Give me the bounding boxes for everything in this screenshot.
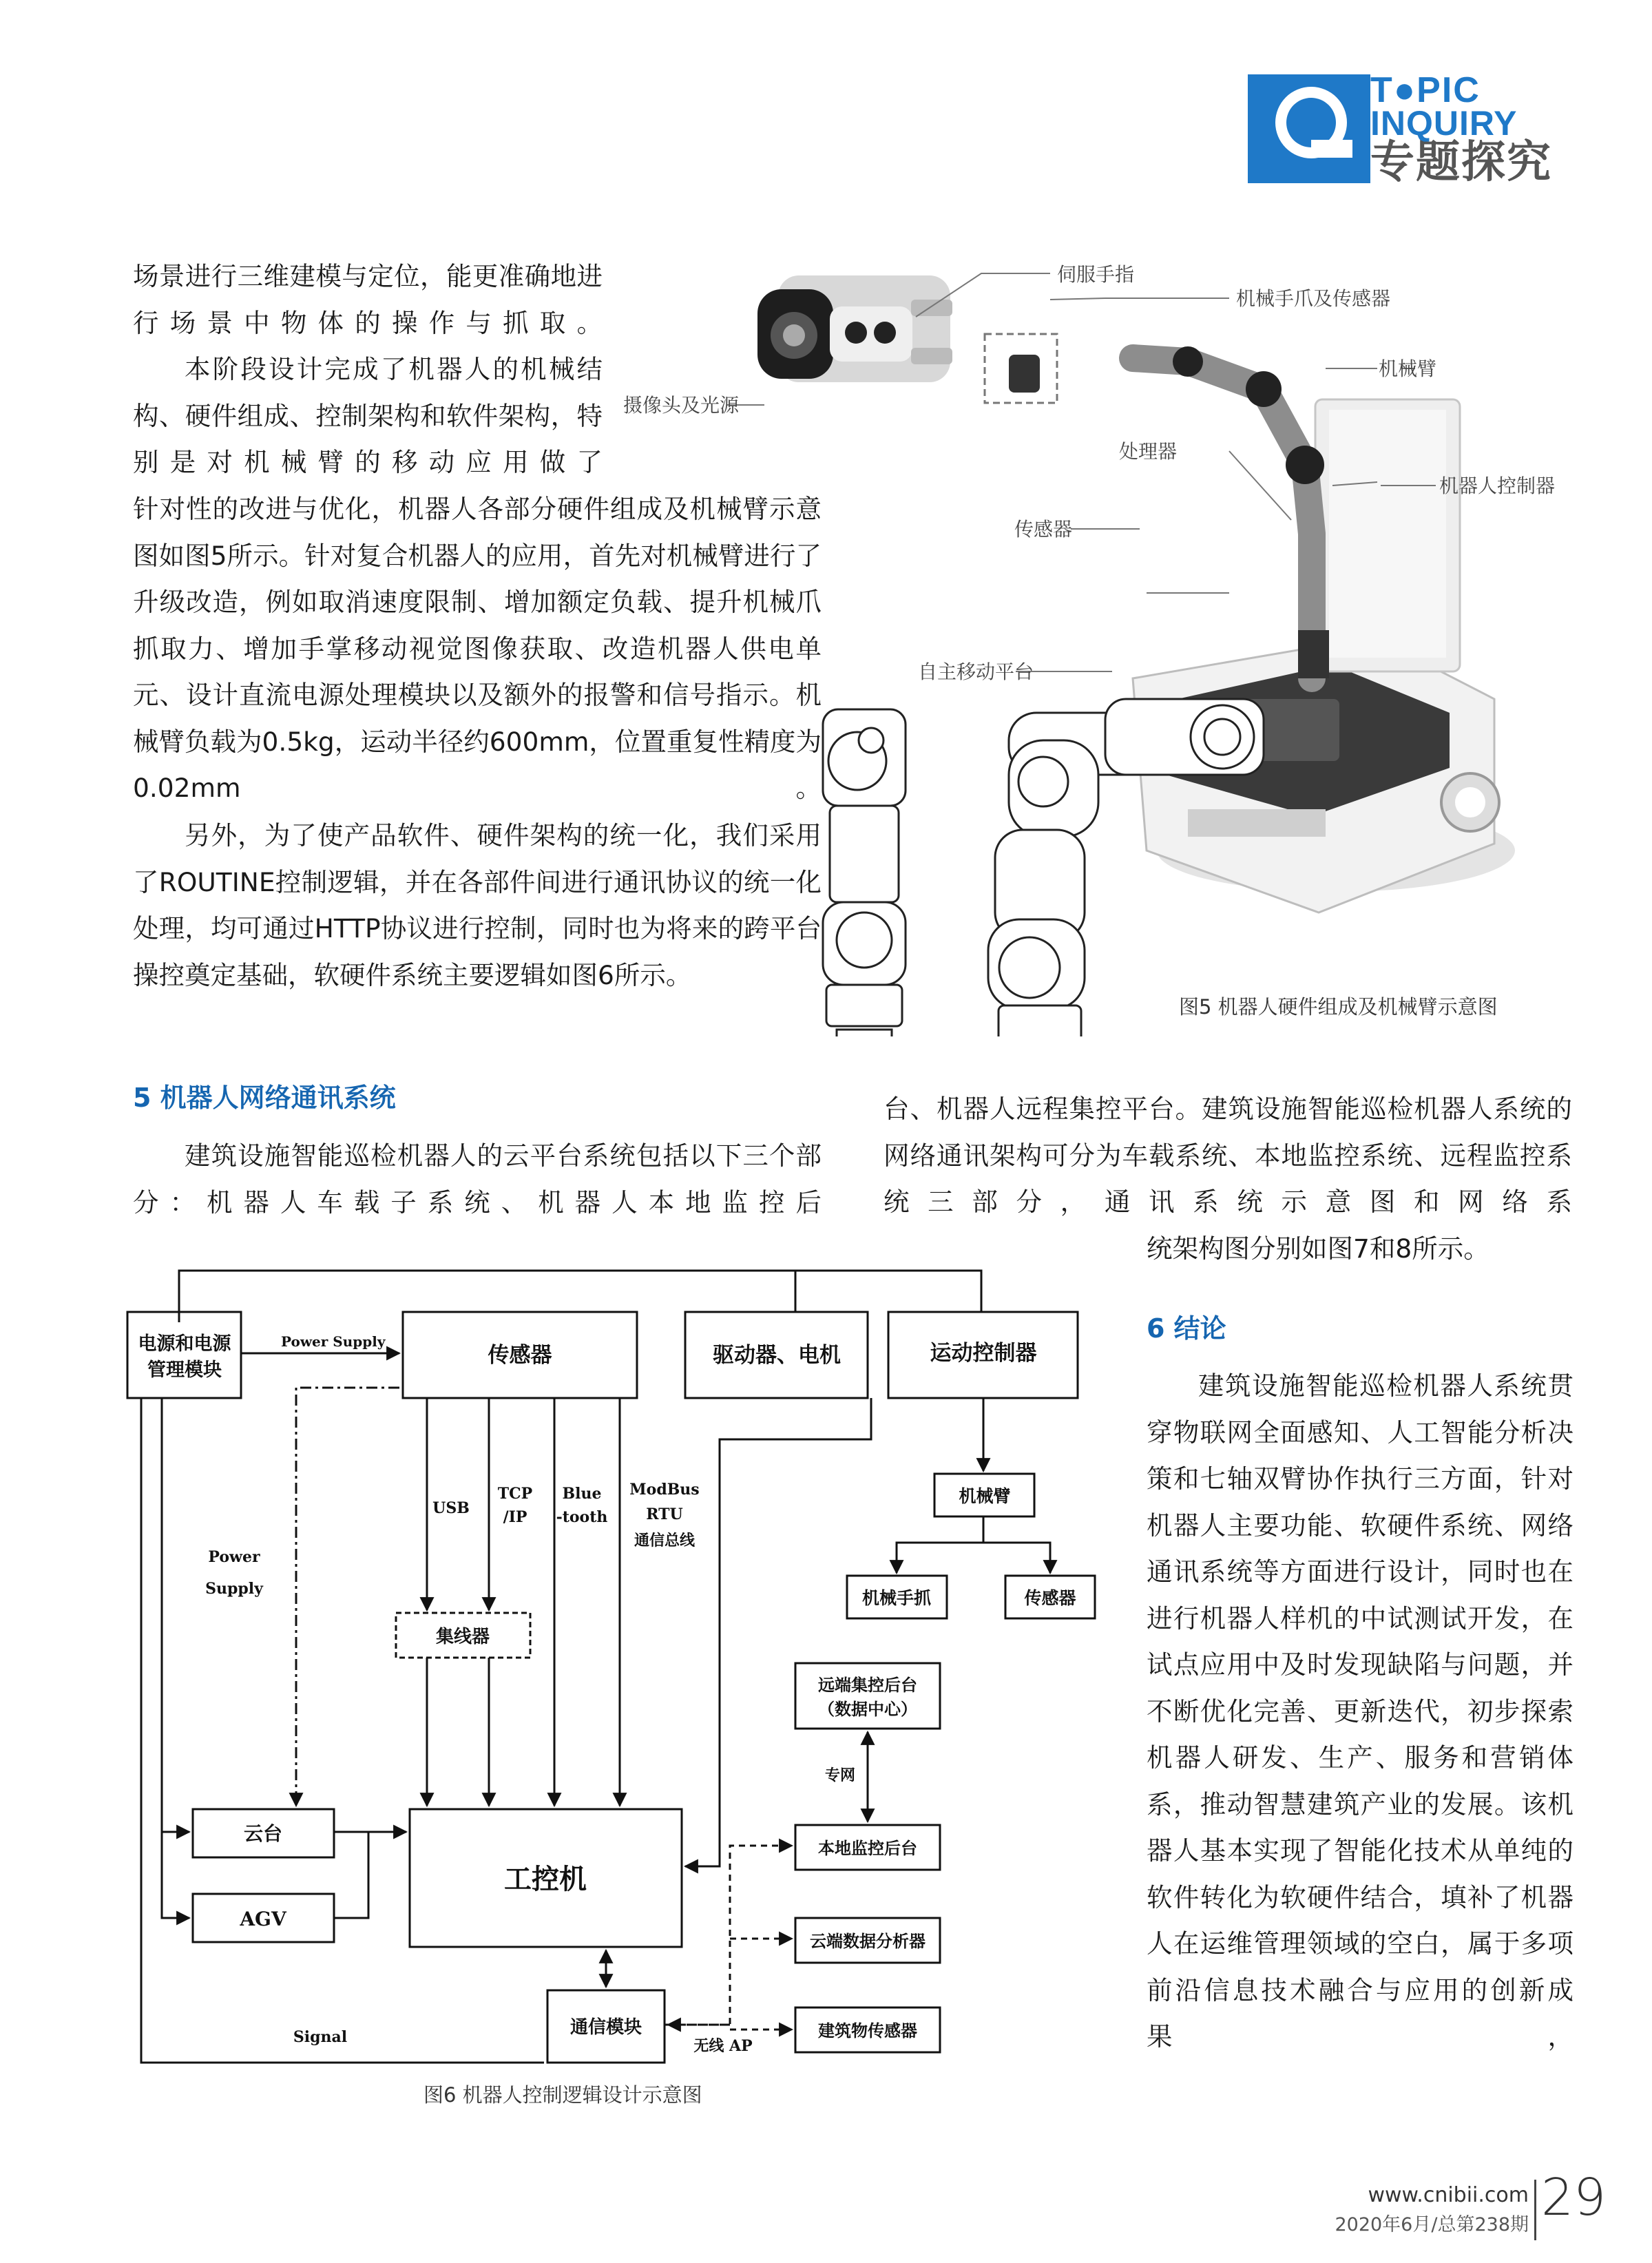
logo-inquiry-text: INQUIRY (1370, 104, 1518, 143)
edge-label-modbus1: ModBus (629, 1481, 700, 1499)
footer-issue: 2020年6月/总第238期 (1335, 2214, 1529, 2235)
node-sensor: 传感器 (488, 1343, 552, 1368)
node-hub: 集线器 (435, 1627, 490, 1647)
logo-topic-text: T●PIC (1370, 70, 1481, 110)
node-arm: 机械臂 (959, 1486, 1011, 1506)
paragraph-cloud-platform: 建筑设施智能巡检机器人的云平台系统包括以下三个部分：机器人车载子系统、机器人本地监控后 (133, 1140, 822, 1218)
edge-label-power-line1: Power (208, 1548, 260, 1566)
label-processor: 处理器 (1119, 440, 1178, 463)
figure-5-caption: 图5 机器人硬件组成及机械臂示意图 (1179, 995, 1498, 1019)
paragraph-network-architecture-end: 统架构图分别如图7和8所示。 (1147, 1233, 1489, 1264)
node-agv: AGV (240, 1908, 286, 1930)
node-local-monitor: 本地监控后台 (818, 1838, 917, 1858)
label-arm: 机械臂 (1379, 357, 1437, 380)
label-gripper-sensor: 机械手爪及传感器 (1236, 287, 1391, 310)
footer-separator (1534, 2180, 1536, 2240)
paragraph-arm-upgrade: 针对性的改进与优化，机器人各部分硬件组成及机械臂示意图如图5所示。针对复合机器人的应用，首先对机械臂进行了升级改造，例如取消速度限制、增加额定负载、提升机械爪抓取力、增加手掌移动视觉图像获取、改造机器人供电单元、设计直流电源处理模块以及额外的报警和信号指示。机械臂负载为0.5kg，运动半径约600mm，位置重复性精度为0.02mm。 (133, 494, 822, 803)
figure-5-robot-hardware (623, 258, 1556, 1036)
label-sensor: 传感器 (1014, 518, 1073, 541)
node-comm-module: 通信模块 (569, 2017, 642, 2038)
paragraph-conclusion: 建筑设施智能巡检机器人系统贯穿物联网全面感知、人工智能分析决策和七轴双臂协作执行三方面，针对机器人主要功能、软硬件系统、网络通讯系统等方面进行设计，同时也在进行机器人样机的中试测试开发，在试点应用中及时发现缺陷与问题，并不断优化完善、更新迭代，初步探索机器人研发、生产、服务和营销体系，推动智慧建筑产业的发展。该机器人基本实现了智能化技术从单纯的软件转化为软硬件结合，填补了机器人在运维管理领域的空白，属于多项前沿信息技术融合与应用的创新成果， (1147, 1370, 1573, 2052)
edge-label-tcp2: /IP (503, 1508, 527, 1526)
arm-drawing-straight (823, 709, 906, 1036)
box-power-module (127, 1312, 241, 1398)
paragraph-design-intro: 本阶段设计完成了机器人的机械结构、硬件组成、控制架构和软件架构，特别是对机械臂的移动应用做了 (133, 354, 603, 477)
label-servo-finger: 伺服手指 (1057, 263, 1135, 286)
edge-label-modbus2: RTU (646, 1505, 683, 1523)
robot-arm-image (1133, 358, 1312, 678)
edge-label-bt2: -tooth (556, 1508, 608, 1526)
page-number: 29 (1541, 2168, 1607, 2227)
paragraph-network-architecture: 台、机器人远程集控平台。建筑设施智能巡检机器人系统的网络通讯架构可分为车载系统、本地监控系统、远程监控系统三部分，通讯系统示意图和网络系 (883, 1094, 1572, 1217)
edge-label-private-net: 专网 (824, 1766, 856, 1784)
label-controller: 机器人控制器 (1439, 474, 1556, 497)
edge-label-bt1: Blue (562, 1485, 602, 1503)
edge-label-signal: Signal (293, 2028, 348, 2046)
edge-label-power-line2: Supply (205, 1580, 263, 1598)
figure-6-control-logic-diagram (124, 1260, 1102, 2100)
node-remote-line2: （数据中心） (818, 1699, 917, 1719)
node-arm-sensor: 传感器 (1024, 1588, 1076, 1608)
node-cloud-analyzer: 云端数据分析器 (810, 1931, 926, 1951)
paragraph-routine-logic: 另外，为了使产品软件、硬件架构的统一化，我们采用了ROUTINE控制逻辑，并在各部件间进行通讯协议的统一化处理，均可通过HTTP协议进行控制，同时也为将来的跨平台操控奠定基础，软硬件系统主要逻辑如图6所示。 (133, 820, 822, 990)
topic-inquiry-logo-mark (1248, 74, 1370, 183)
paragraph-scene-modeling: 场景进行三维建模与定位，能更准确地进行场景中物体的操作与抓取。 (133, 261, 603, 338)
logo-section-title: 专题探究 (1370, 137, 1552, 188)
node-power-line1: 电源和电源 (138, 1333, 231, 1355)
node-drive-motor: 驱动器、电机 (713, 1343, 841, 1368)
section-6-heading: 6 结论 (1147, 1313, 1226, 1344)
edge-label-wifi-ap: 无线 AP (693, 2037, 753, 2055)
node-gripper: 机械手抓 (861, 1588, 932, 1608)
node-building-sensor: 建筑物传感器 (818, 2021, 917, 2041)
label-camera-light: 摄像头及光源 (623, 394, 740, 417)
node-ptz: 云台 (243, 1822, 283, 1845)
edge-label-power-supply: Power Supply (281, 1333, 386, 1350)
label-mobile-platform: 自主移动平台 (918, 660, 1034, 683)
node-motion-controller: 运动控制器 (930, 1341, 1037, 1366)
gripper-closeup-image (757, 275, 952, 382)
edge-label-modbus3: 通信总线 (634, 1532, 696, 1550)
figure-6-caption: 图6 机器人控制逻辑设计示意图 (424, 2083, 702, 2107)
node-remote-line1: 远端集控后台 (818, 1675, 917, 1695)
node-ipc: 工控机 (504, 1863, 587, 1895)
edge-label-tcp1: TCP (497, 1485, 533, 1503)
node-power-line2: 管理模块 (147, 1359, 222, 1381)
edge-label-usb: USB (432, 1499, 470, 1517)
footer-url: www.cnibii.com (1368, 2183, 1529, 2207)
section-5-heading: 5 机器人网络通讯系统 (133, 1083, 396, 1113)
robot-controller-image (1315, 399, 1460, 671)
